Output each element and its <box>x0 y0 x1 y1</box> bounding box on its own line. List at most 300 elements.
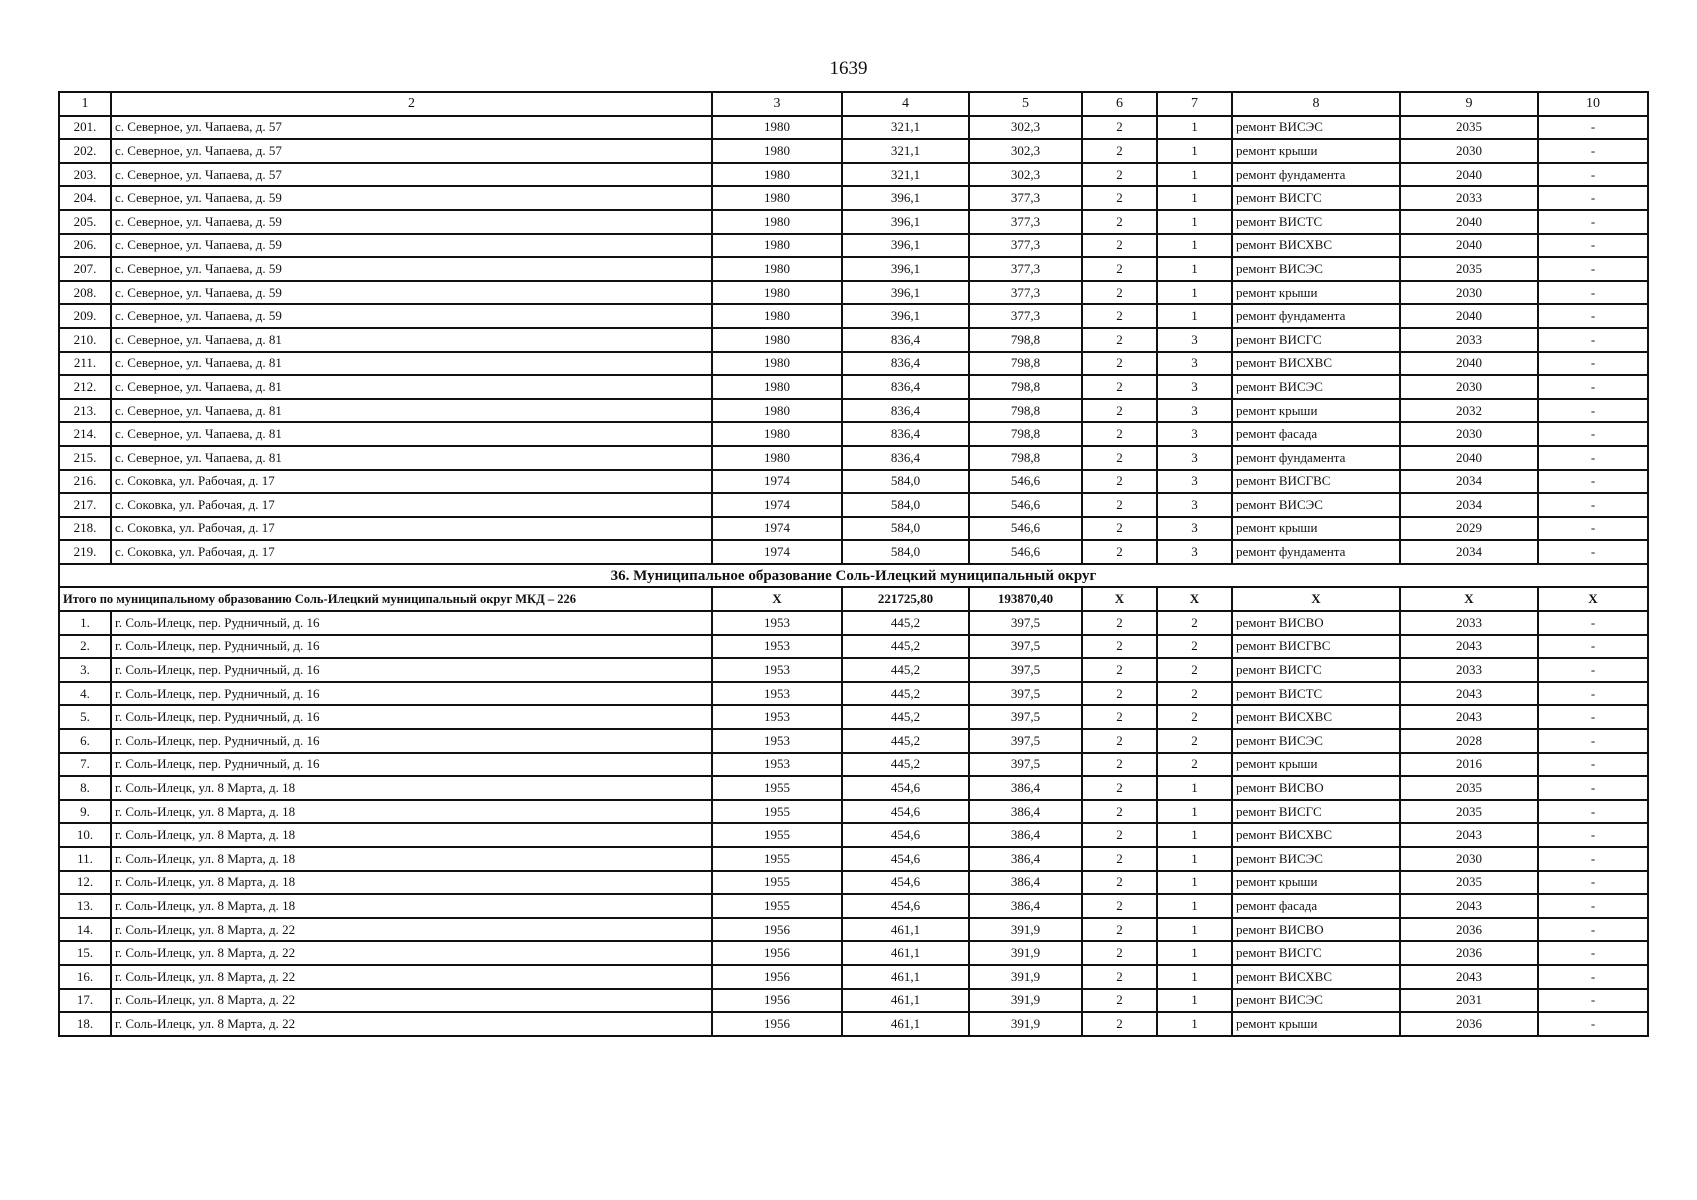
table-row <box>59 186 1648 210</box>
cell-year-built: 1980 <box>712 139 842 163</box>
cell-row-number: 15. <box>59 941 111 965</box>
cell-column-10: - <box>1538 304 1648 328</box>
cell-row-number: 1. <box>59 611 111 635</box>
cell-total-area: 836,4 <box>842 328 969 352</box>
cell-row-number: 16. <box>59 965 111 989</box>
cell-living-area: 386,4 <box>969 894 1082 918</box>
cell-total-area: 836,4 <box>842 446 969 470</box>
cell-floors: 2 <box>1082 375 1157 399</box>
cell-column-10: - <box>1538 729 1648 753</box>
cell-column-10: - <box>1538 989 1648 1013</box>
cell-row-number: 14. <box>59 918 111 942</box>
cell-address: г. Соль-Илецк, ул. 8 Марта, д. 22 <box>111 941 712 965</box>
column-number-header: 5 <box>969 92 1082 116</box>
cell-year-built: 1980 <box>712 234 842 258</box>
cell-planned-year: 2043 <box>1400 705 1538 729</box>
cell-planned-year: 2040 <box>1400 352 1538 376</box>
cell-row-number: 215. <box>59 446 111 470</box>
cell-entrances: 1 <box>1157 116 1232 140</box>
cell-work-type: ремонт ВИСЭС <box>1232 257 1400 281</box>
cell-row-number: 9. <box>59 800 111 824</box>
cell-total-area: 396,1 <box>842 304 969 328</box>
cell-address: с. Соковка, ул. Рабочая, д. 17 <box>111 540 712 564</box>
cell-floors: 2 <box>1082 186 1157 210</box>
cell-row-number: 10. <box>59 823 111 847</box>
cell-column-10: - <box>1538 210 1648 234</box>
table-row <box>59 375 1648 399</box>
cell-column-10: - <box>1538 422 1648 446</box>
table-row <box>59 705 1648 729</box>
cell-address: с. Северное, ул. Чапаева, д. 81 <box>111 422 712 446</box>
total-row <box>59 587 1648 611</box>
cell-planned-year: 2033 <box>1400 186 1538 210</box>
cell-row-number: 203. <box>59 163 111 187</box>
cell-work-type: ремонт ВИСЭС <box>1232 729 1400 753</box>
cell-total-area: 396,1 <box>842 234 969 258</box>
cell-work-type: ремонт ВИСВО <box>1232 776 1400 800</box>
cell-planned-year: 2036 <box>1400 941 1538 965</box>
cell-year-built: 1980 <box>712 446 842 470</box>
cell-entrances: 3 <box>1157 375 1232 399</box>
cell-floors: 2 <box>1082 234 1157 258</box>
cell-entrances: 1 <box>1157 800 1232 824</box>
cell-row-number: 11. <box>59 847 111 871</box>
cell-work-type: ремонт ВИСХВС <box>1232 352 1400 376</box>
cell-row-number: 13. <box>59 894 111 918</box>
cell-total-area: 454,6 <box>842 894 969 918</box>
cell-entrances: 3 <box>1157 422 1232 446</box>
cell-work-type: ремонт ВИСГС <box>1232 328 1400 352</box>
cell-work-type: ремонт ВИСЭС <box>1232 493 1400 517</box>
cell-living-area: 798,8 <box>969 422 1082 446</box>
cell-total-area: 445,2 <box>842 635 969 659</box>
cell-total-area: 836,4 <box>842 352 969 376</box>
table-row <box>59 871 1648 895</box>
cell-planned-year: 2030 <box>1400 281 1538 305</box>
cell-column-10: - <box>1538 517 1648 541</box>
cell-total-area: 584,0 <box>842 493 969 517</box>
cell-total-area: 321,1 <box>842 163 969 187</box>
cell-year-built: 1980 <box>712 257 842 281</box>
cell-work-type: ремонт фасада <box>1232 422 1400 446</box>
cell-year-built: 1980 <box>712 304 842 328</box>
cell-planned-year: 2040 <box>1400 446 1538 470</box>
table-row <box>59 753 1648 777</box>
cell-planned-year: 2030 <box>1400 375 1538 399</box>
total-value: Х <box>712 587 842 611</box>
cell-total-area: 445,2 <box>842 658 969 682</box>
cell-floors: 2 <box>1082 611 1157 635</box>
cell-floors: 2 <box>1082 446 1157 470</box>
table-row <box>59 729 1648 753</box>
cell-column-10: - <box>1538 800 1648 824</box>
cell-column-10: - <box>1538 257 1648 281</box>
cell-address: г. Соль-Илецк, ул. 8 Марта, д. 22 <box>111 989 712 1013</box>
cell-living-area: 377,3 <box>969 304 1082 328</box>
cell-total-area: 454,6 <box>842 847 969 871</box>
table-row <box>59 540 1648 564</box>
cell-total-area: 454,6 <box>842 871 969 895</box>
cell-planned-year: 2040 <box>1400 163 1538 187</box>
cell-column-10: - <box>1538 186 1648 210</box>
cell-address: с. Северное, ул. Чапаева, д. 81 <box>111 352 712 376</box>
cell-year-built: 1955 <box>712 823 842 847</box>
cell-address: г. Соль-Илецк, ул. 8 Марта, д. 18 <box>111 871 712 895</box>
cell-entrances: 2 <box>1157 611 1232 635</box>
cell-address: с. Соковка, ул. Рабочая, д. 17 <box>111 470 712 494</box>
total-value: Х <box>1157 587 1232 611</box>
cell-row-number: 7. <box>59 753 111 777</box>
cell-living-area: 798,8 <box>969 375 1082 399</box>
cell-entrances: 1 <box>1157 847 1232 871</box>
cell-year-built: 1955 <box>712 871 842 895</box>
cell-year-built: 1953 <box>712 635 842 659</box>
cell-column-10: - <box>1538 399 1648 423</box>
cell-planned-year: 2028 <box>1400 729 1538 753</box>
cell-work-type: ремонт ВИСЭС <box>1232 847 1400 871</box>
cell-entrances: 1 <box>1157 304 1232 328</box>
cell-floors: 2 <box>1082 399 1157 423</box>
cell-floors: 2 <box>1082 328 1157 352</box>
cell-living-area: 546,6 <box>969 470 1082 494</box>
cell-planned-year: 2030 <box>1400 139 1538 163</box>
cell-entrances: 2 <box>1157 682 1232 706</box>
cell-living-area: 546,6 <box>969 540 1082 564</box>
cell-total-area: 454,6 <box>842 800 969 824</box>
cell-column-10: - <box>1538 1012 1648 1036</box>
total-value: 193870,40 <box>969 587 1082 611</box>
cell-year-built: 1955 <box>712 776 842 800</box>
cell-column-10: - <box>1538 871 1648 895</box>
cell-work-type: ремонт ВИСГВС <box>1232 635 1400 659</box>
cell-planned-year: 2040 <box>1400 304 1538 328</box>
cell-floors: 2 <box>1082 163 1157 187</box>
cell-address: г. Соль-Илецк, пер. Рудничный, д. 16 <box>111 635 712 659</box>
cell-planned-year: 2033 <box>1400 328 1538 352</box>
cell-year-built: 1980 <box>712 116 842 140</box>
cell-year-built: 1955 <box>712 800 842 824</box>
cell-entrances: 1 <box>1157 918 1232 942</box>
cell-floors: 2 <box>1082 493 1157 517</box>
cell-entrances: 3 <box>1157 399 1232 423</box>
cell-work-type: ремонт ВИСТС <box>1232 210 1400 234</box>
cell-floors: 2 <box>1082 918 1157 942</box>
cell-work-type: ремонт фасада <box>1232 894 1400 918</box>
cell-address: с. Северное, ул. Чапаева, д. 81 <box>111 399 712 423</box>
cell-address: г. Соль-Илецк, ул. 8 Марта, д. 18 <box>111 823 712 847</box>
cell-address: г. Соль-Илецк, ул. 8 Марта, д. 18 <box>111 776 712 800</box>
cell-column-10: - <box>1538 446 1648 470</box>
cell-row-number: 212. <box>59 375 111 399</box>
cell-work-type: ремонт ВИСХВС <box>1232 823 1400 847</box>
cell-entrances: 3 <box>1157 352 1232 376</box>
cell-column-10: - <box>1538 705 1648 729</box>
cell-address: г. Соль-Илецк, ул. 8 Марта, д. 22 <box>111 918 712 942</box>
cell-total-area: 396,1 <box>842 257 969 281</box>
cell-work-type: ремонт ВИСХВС <box>1232 705 1400 729</box>
cell-floors: 2 <box>1082 776 1157 800</box>
column-number-header: 9 <box>1400 92 1538 116</box>
cell-row-number: 18. <box>59 1012 111 1036</box>
cell-row-number: 12. <box>59 871 111 895</box>
cell-living-area: 302,3 <box>969 116 1082 140</box>
table-row <box>59 847 1648 871</box>
cell-living-area: 397,5 <box>969 729 1082 753</box>
cell-floors: 2 <box>1082 352 1157 376</box>
cell-work-type: ремонт ВИСВО <box>1232 611 1400 635</box>
cell-planned-year: 2043 <box>1400 823 1538 847</box>
cell-work-type: ремонт ВИСЭС <box>1232 116 1400 140</box>
cell-column-10: - <box>1538 894 1648 918</box>
cell-column-10: - <box>1538 470 1648 494</box>
cell-address: г. Соль-Илецк, пер. Рудничный, д. 16 <box>111 705 712 729</box>
cell-year-built: 1980 <box>712 422 842 446</box>
table-row <box>59 163 1648 187</box>
cell-planned-year: 2033 <box>1400 658 1538 682</box>
cell-planned-year: 2016 <box>1400 753 1538 777</box>
cell-living-area: 302,3 <box>969 163 1082 187</box>
cell-living-area: 391,9 <box>969 918 1082 942</box>
cell-total-area: 584,0 <box>842 540 969 564</box>
table-row <box>59 446 1648 470</box>
cell-column-10: - <box>1538 281 1648 305</box>
cell-floors: 2 <box>1082 941 1157 965</box>
cell-address: с. Соковка, ул. Рабочая, д. 17 <box>111 517 712 541</box>
table-row <box>59 210 1648 234</box>
cell-address: г. Соль-Илецк, ул. 8 Марта, д. 18 <box>111 800 712 824</box>
table-row <box>59 304 1648 328</box>
cell-row-number: 209. <box>59 304 111 328</box>
cell-floors: 2 <box>1082 116 1157 140</box>
table-row <box>59 989 1648 1013</box>
cell-address: с. Северное, ул. Чапаева, д. 57 <box>111 163 712 187</box>
cell-living-area: 377,3 <box>969 257 1082 281</box>
cell-entrances: 3 <box>1157 446 1232 470</box>
cell-work-type: ремонт ВИСХВС <box>1232 234 1400 258</box>
cell-row-number: 4. <box>59 682 111 706</box>
cell-year-built: 1980 <box>712 399 842 423</box>
cell-living-area: 386,4 <box>969 847 1082 871</box>
cell-total-area: 396,1 <box>842 210 969 234</box>
cell-year-built: 1953 <box>712 705 842 729</box>
cell-work-type: ремонт ВИСХВС <box>1232 965 1400 989</box>
page-number: 1639 <box>829 58 868 79</box>
cell-entrances: 3 <box>1157 328 1232 352</box>
cell-column-10: - <box>1538 375 1648 399</box>
cell-entrances: 2 <box>1157 658 1232 682</box>
cell-total-area: 445,2 <box>842 705 969 729</box>
cell-living-area: 546,6 <box>969 517 1082 541</box>
cell-work-type: ремонт ВИСГВС <box>1232 470 1400 494</box>
cell-entrances: 1 <box>1157 989 1232 1013</box>
cell-year-built: 1953 <box>712 611 842 635</box>
cell-column-10: - <box>1538 918 1648 942</box>
cell-work-type: ремонт крыши <box>1232 753 1400 777</box>
cell-living-area: 397,5 <box>969 658 1082 682</box>
cell-living-area: 386,4 <box>969 823 1082 847</box>
cell-row-number: 219. <box>59 540 111 564</box>
cell-entrances: 1 <box>1157 163 1232 187</box>
table-row <box>59 941 1648 965</box>
cell-year-built: 1980 <box>712 281 842 305</box>
cell-year-built: 1974 <box>712 493 842 517</box>
cell-planned-year: 2035 <box>1400 776 1538 800</box>
cell-row-number: 6. <box>59 729 111 753</box>
column-number-header: 4 <box>842 92 969 116</box>
cell-entrances: 3 <box>1157 517 1232 541</box>
table-row <box>59 776 1648 800</box>
table-row <box>59 918 1648 942</box>
cell-work-type: ремонт фундамента <box>1232 304 1400 328</box>
cell-living-area: 391,9 <box>969 965 1082 989</box>
cell-address: г. Соль-Илецк, пер. Рудничный, д. 16 <box>111 658 712 682</box>
cell-entrances: 1 <box>1157 139 1232 163</box>
cell-entrances: 1 <box>1157 941 1232 965</box>
cell-column-10: - <box>1538 328 1648 352</box>
cell-year-built: 1953 <box>712 658 842 682</box>
cell-address: г. Соль-Илецк, пер. Рудничный, д. 16 <box>111 682 712 706</box>
cell-work-type: ремонт крыши <box>1232 281 1400 305</box>
cell-entrances: 3 <box>1157 493 1232 517</box>
cell-living-area: 386,4 <box>969 800 1082 824</box>
column-number-row <box>59 92 1648 116</box>
table-row <box>59 493 1648 517</box>
cell-address: с. Северное, ул. Чапаева, д. 59 <box>111 234 712 258</box>
cell-floors: 2 <box>1082 682 1157 706</box>
table-row <box>59 682 1648 706</box>
table-row <box>59 116 1648 140</box>
cell-column-10: - <box>1538 163 1648 187</box>
cell-work-type: ремонт крыши <box>1232 1012 1400 1036</box>
cell-address: г. Соль-Илецк, ул. 8 Марта, д. 18 <box>111 847 712 871</box>
cell-total-area: 445,2 <box>842 682 969 706</box>
cell-address: г. Соль-Илецк, пер. Рудничный, д. 16 <box>111 611 712 635</box>
cell-floors: 2 <box>1082 635 1157 659</box>
cell-planned-year: 2035 <box>1400 800 1538 824</box>
table-row <box>59 234 1648 258</box>
cell-address: с. Северное, ул. Чапаева, д. 59 <box>111 304 712 328</box>
cell-living-area: 798,8 <box>969 446 1082 470</box>
cell-column-10: - <box>1538 776 1648 800</box>
cell-living-area: 391,9 <box>969 941 1082 965</box>
cell-planned-year: 2035 <box>1400 871 1538 895</box>
cell-planned-year: 2034 <box>1400 493 1538 517</box>
cell-column-10: - <box>1538 941 1648 965</box>
cell-year-built: 1956 <box>712 1012 842 1036</box>
table-row <box>59 139 1648 163</box>
cell-year-built: 1955 <box>712 847 842 871</box>
cell-living-area: 377,3 <box>969 186 1082 210</box>
cell-column-10: - <box>1538 611 1648 635</box>
cell-planned-year: 2031 <box>1400 989 1538 1013</box>
cell-living-area: 391,9 <box>969 989 1082 1013</box>
cell-floors: 2 <box>1082 989 1157 1013</box>
cell-work-type: ремонт крыши <box>1232 139 1400 163</box>
cell-planned-year: 2032 <box>1400 399 1538 423</box>
cell-column-10: - <box>1538 658 1648 682</box>
cell-entrances: 2 <box>1157 635 1232 659</box>
cell-living-area: 386,4 <box>969 871 1082 895</box>
total-value: Х <box>1082 587 1157 611</box>
table-row <box>59 1012 1648 1036</box>
cell-floors: 2 <box>1082 965 1157 989</box>
table-row <box>59 328 1648 352</box>
cell-total-area: 321,1 <box>842 139 969 163</box>
cell-living-area: 302,3 <box>969 139 1082 163</box>
table-row <box>59 635 1648 659</box>
cell-address: с. Северное, ул. Чапаева, д. 59 <box>111 257 712 281</box>
cell-work-type: ремонт крыши <box>1232 517 1400 541</box>
total-label: Итого по муниципальному образованию Соль-Илецкий муниципальный округ МКД – 226 <box>59 587 712 611</box>
cell-column-10: - <box>1538 116 1648 140</box>
cell-planned-year: 2029 <box>1400 517 1538 541</box>
table-row <box>59 399 1648 423</box>
column-number-header: 6 <box>1082 92 1157 116</box>
cell-work-type: ремонт ВИСГС <box>1232 658 1400 682</box>
cell-row-number: 218. <box>59 517 111 541</box>
table-row <box>59 422 1648 446</box>
cell-total-area: 461,1 <box>842 989 969 1013</box>
cell-living-area: 397,5 <box>969 611 1082 635</box>
cell-living-area: 397,5 <box>969 635 1082 659</box>
cell-living-area: 546,6 <box>969 493 1082 517</box>
cell-total-area: 461,1 <box>842 918 969 942</box>
cell-floors: 2 <box>1082 210 1157 234</box>
cell-total-area: 461,1 <box>842 965 969 989</box>
cell-year-built: 1953 <box>712 729 842 753</box>
cell-living-area: 798,8 <box>969 399 1082 423</box>
cell-column-10: - <box>1538 352 1648 376</box>
cell-total-area: 454,6 <box>842 823 969 847</box>
cell-living-area: 377,3 <box>969 234 1082 258</box>
cell-row-number: 206. <box>59 234 111 258</box>
cell-year-built: 1980 <box>712 163 842 187</box>
total-value: 221725,80 <box>842 587 969 611</box>
cell-row-number: 2. <box>59 635 111 659</box>
cell-total-area: 584,0 <box>842 470 969 494</box>
table-row <box>59 823 1648 847</box>
cell-column-10: - <box>1538 682 1648 706</box>
cell-total-area: 454,6 <box>842 776 969 800</box>
cell-floors: 2 <box>1082 1012 1157 1036</box>
cell-planned-year: 2030 <box>1400 422 1538 446</box>
cell-address: с. Северное, ул. Чапаева, д. 59 <box>111 281 712 305</box>
cell-address: с. Северное, ул. Чапаева, д. 81 <box>111 375 712 399</box>
cell-total-area: 445,2 <box>842 753 969 777</box>
cell-living-area: 386,4 <box>969 776 1082 800</box>
table-row <box>59 658 1648 682</box>
cell-planned-year: 2040 <box>1400 210 1538 234</box>
cell-planned-year: 2034 <box>1400 470 1538 494</box>
cell-entrances: 2 <box>1157 729 1232 753</box>
cell-address: с. Северное, ул. Чапаева, д. 57 <box>111 139 712 163</box>
cell-work-type: ремонт фундамента <box>1232 446 1400 470</box>
cell-entrances: 2 <box>1157 705 1232 729</box>
cell-floors: 2 <box>1082 753 1157 777</box>
cell-floors: 2 <box>1082 517 1157 541</box>
cell-planned-year: 2040 <box>1400 234 1538 258</box>
cell-entrances: 1 <box>1157 257 1232 281</box>
cell-floors: 2 <box>1082 304 1157 328</box>
cell-floors: 2 <box>1082 422 1157 446</box>
cell-living-area: 397,5 <box>969 753 1082 777</box>
table-row <box>59 517 1648 541</box>
cell-work-type: ремонт крыши <box>1232 871 1400 895</box>
column-number-header: 3 <box>712 92 842 116</box>
housing-register-table <box>58 91 1649 1037</box>
column-number-header: 10 <box>1538 92 1648 116</box>
cell-living-area: 391,9 <box>969 1012 1082 1036</box>
